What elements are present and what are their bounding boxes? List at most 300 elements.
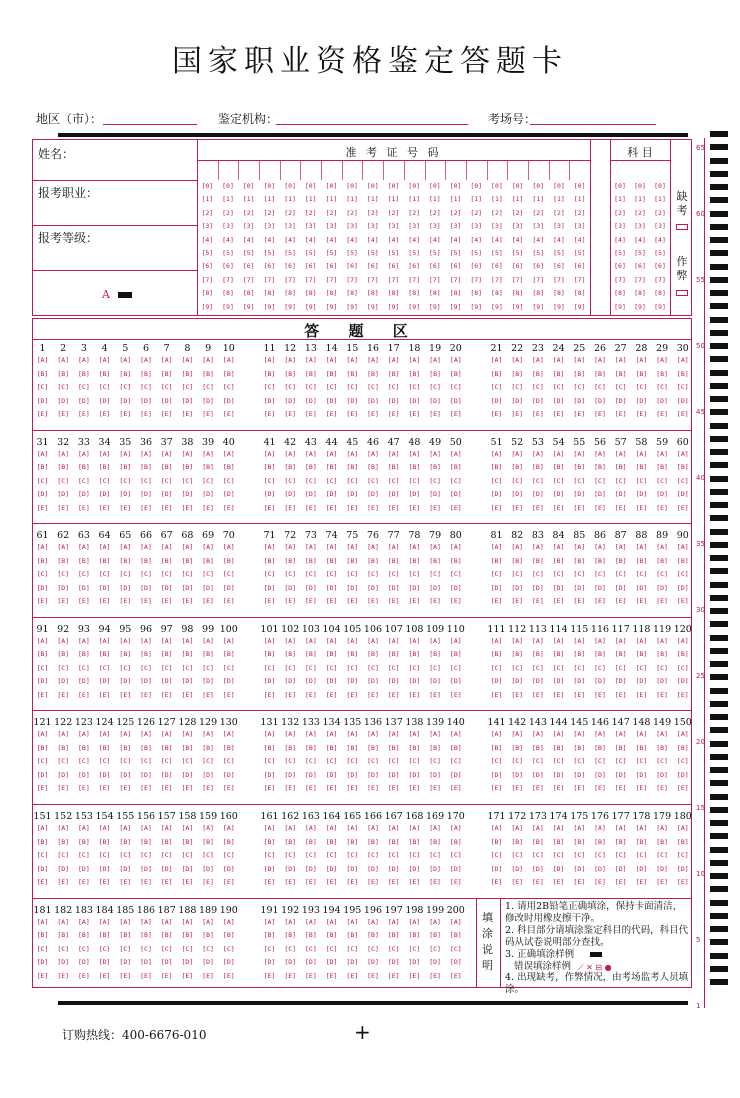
- answer-option-bubble[interactable]: [B]: [408, 931, 421, 940]
- answer-option-bubble[interactable]: [A]: [387, 824, 400, 832]
- answer-option-bubble[interactable]: [D]: [635, 396, 648, 405]
- answer-option-bubble[interactable]: [E]: [367, 784, 379, 793]
- answer-option-bubble[interactable]: [D]: [222, 677, 235, 686]
- answer-option-bubble[interactable]: [B]: [408, 837, 421, 846]
- answer-option-bubble[interactable]: [A]: [408, 636, 421, 645]
- answer-option-bubble[interactable]: [E]: [36, 971, 49, 980]
- answer-option-bubble[interactable]: [B]: [387, 650, 400, 659]
- answer-option-bubble[interactable]: [A]: [57, 730, 70, 739]
- answer-option-bubble[interactable]: [B]: [367, 369, 379, 378]
- answer-option-bubble[interactable]: [C]: [202, 570, 214, 579]
- answer-option-bubble[interactable]: [A]: [449, 917, 462, 926]
- answer-option-bubble[interactable]: [A]: [119, 356, 132, 364]
- answer-option-bubble[interactable]: [A]: [181, 449, 194, 458]
- answer-option-bubble[interactable]: [A]: [98, 730, 111, 739]
- answer-option-bubble[interactable]: [C]: [532, 851, 544, 859]
- answer-option-bubble[interactable]: [A]: [57, 917, 70, 926]
- answer-option-bubble[interactable]: [C]: [78, 944, 90, 953]
- answer-option-bubble[interactable]: [A]: [511, 730, 524, 739]
- answer-option-bubble[interactable]: [B]: [98, 837, 111, 846]
- answer-option-bubble[interactable]: [E]: [202, 597, 214, 606]
- answer-option-bubble[interactable]: [A]: [57, 449, 70, 458]
- answer-option-bubble[interactable]: [A]: [284, 824, 297, 832]
- answer-option-bubble[interactable]: [D]: [160, 583, 173, 592]
- answer-option-bubble[interactable]: [C]: [408, 944, 421, 953]
- answer-option-bubble[interactable]: [E]: [552, 410, 565, 418]
- answer-option-bubble[interactable]: [B]: [57, 650, 70, 659]
- answer-option-bubble[interactable]: [A]: [202, 543, 214, 552]
- answer-option-bubble[interactable]: [C]: [160, 476, 173, 485]
- answer-option-bubble[interactable]: [D]: [181, 583, 194, 592]
- answer-option-bubble[interactable]: [B]: [140, 556, 152, 565]
- answer-option-bubble[interactable]: [B]: [325, 556, 338, 565]
- answer-option-bubble[interactable]: [C]: [160, 757, 173, 766]
- answer-option-bubble[interactable]: [C]: [325, 757, 338, 766]
- answer-option-bubble[interactable]: [A]: [367, 824, 379, 832]
- answer-option-bubble[interactable]: [D]: [140, 490, 152, 499]
- answer-option-bubble[interactable]: [D]: [222, 958, 235, 967]
- answer-option-bubble[interactable]: [A]: [284, 730, 297, 739]
- answer-option-bubble[interactable]: [B]: [119, 931, 132, 940]
- answer-option-bubble[interactable]: [A]: [676, 730, 689, 739]
- answer-option-bubble[interactable]: [A]: [429, 543, 441, 552]
- answer-option-bubble[interactable]: [A]: [532, 356, 544, 364]
- answer-option-bubble[interactable]: [E]: [222, 971, 235, 980]
- subject-digit-column[interactable]: [0] [1] [2] [3] [4] [5] [6] [7] [8] [9]: [634, 182, 646, 311]
- answer-option-bubble[interactable]: [E]: [305, 597, 317, 606]
- answer-option-bubble[interactable]: [E]: [676, 878, 689, 886]
- answer-option-bubble[interactable]: [C]: [140, 383, 152, 391]
- answer-option-bubble[interactable]: [C]: [449, 851, 462, 859]
- answer-option-bubble[interactable]: [D]: [594, 490, 606, 499]
- answer-option-bubble[interactable]: [D]: [429, 958, 441, 967]
- answer-option-bubble[interactable]: [C]: [202, 944, 214, 953]
- answer-option-bubble[interactable]: [D]: [325, 958, 338, 967]
- answer-option-bubble[interactable]: [A]: [656, 730, 668, 739]
- answer-option-bubble[interactable]: [B]: [676, 650, 689, 659]
- answer-option-bubble[interactable]: [B]: [78, 463, 90, 472]
- admission-digit-column[interactable]: [0] [1] [2] [3] [4] [5] [6] [7] [8] [9]: [553, 182, 565, 311]
- answer-option-bubble[interactable]: [A]: [78, 636, 90, 645]
- answer-option-bubble[interactable]: [D]: [263, 396, 276, 405]
- answer-option-bubble[interactable]: [B]: [676, 369, 689, 378]
- answer-option-bubble[interactable]: [A]: [594, 356, 606, 364]
- answer-option-bubble[interactable]: [D]: [346, 396, 359, 405]
- answer-option-bubble[interactable]: [A]: [202, 449, 214, 458]
- answer-option-bubble[interactable]: [A]: [140, 917, 152, 926]
- answer-option-bubble[interactable]: [A]: [656, 824, 668, 832]
- answer-option-bubble[interactable]: [B]: [532, 837, 544, 846]
- answer-option-bubble[interactable]: [D]: [98, 677, 111, 686]
- answer-option-bubble[interactable]: [B]: [429, 743, 441, 752]
- answer-option-bubble[interactable]: [E]: [614, 597, 627, 606]
- answer-option-bubble[interactable]: [E]: [676, 690, 689, 699]
- answer-option-bubble[interactable]: [E]: [511, 503, 524, 512]
- answer-option-bubble[interactable]: [C]: [284, 476, 297, 485]
- answer-option-bubble[interactable]: [E]: [222, 878, 235, 886]
- answer-option-bubble[interactable]: [C]: [78, 757, 90, 766]
- answer-option-bubble[interactable]: [D]: [263, 864, 276, 873]
- answer-option-bubble[interactable]: [D]: [78, 770, 90, 779]
- answer-option-bubble[interactable]: [A]: [284, 917, 297, 926]
- answer-option-bubble[interactable]: [B]: [119, 463, 132, 472]
- answer-option-bubble[interactable]: [D]: [98, 770, 111, 779]
- answer-option-bubble[interactable]: [E]: [676, 784, 689, 793]
- admission-digit-column[interactable]: [0] [1] [2] [3] [4] [5] [6] [7] [8] [9]: [532, 182, 545, 311]
- answer-option-bubble[interactable]: [B]: [387, 931, 400, 940]
- answer-option-bubble[interactable]: [B]: [511, 650, 524, 659]
- answer-option-bubble[interactable]: [A]: [305, 636, 317, 645]
- answer-option-bubble[interactable]: [A]: [119, 824, 132, 832]
- answer-option-bubble[interactable]: [A]: [429, 917, 441, 926]
- answer-option-bubble[interactable]: [C]: [202, 851, 214, 859]
- answer-option-bubble[interactable]: [B]: [552, 556, 565, 565]
- answer-option-bubble[interactable]: [B]: [635, 650, 648, 659]
- answer-option-bubble[interactable]: [B]: [573, 463, 586, 472]
- answer-option-bubble[interactable]: [E]: [222, 503, 235, 512]
- answer-option-bubble[interactable]: [B]: [119, 369, 132, 378]
- answer-option-bubble[interactable]: [C]: [346, 570, 359, 579]
- answer-option-bubble[interactable]: [B]: [367, 743, 379, 752]
- answer-option-bubble[interactable]: [A]: [346, 543, 359, 552]
- answer-option-bubble[interactable]: [E]: [408, 503, 421, 512]
- answer-option-bubble[interactable]: [C]: [656, 383, 668, 391]
- answer-option-bubble[interactable]: [E]: [202, 878, 214, 886]
- admission-digit-column[interactable]: [0] [1] [2] [3] [4] [5] [6] [7] [8] [9]: [511, 182, 524, 311]
- answer-option-bubble[interactable]: [B]: [387, 837, 400, 846]
- answer-option-bubble[interactable]: [C]: [57, 383, 70, 391]
- answer-option-bubble[interactable]: [B]: [367, 837, 379, 846]
- answer-option-bubble[interactable]: [D]: [222, 864, 235, 873]
- answer-option-bubble[interactable]: [A]: [119, 636, 132, 645]
- answer-option-bubble[interactable]: [A]: [57, 824, 70, 832]
- answer-option-bubble[interactable]: [D]: [552, 770, 565, 779]
- answer-option-bubble[interactable]: [E]: [614, 878, 627, 886]
- answer-option-bubble[interactable]: [A]: [263, 356, 276, 364]
- answer-option-bubble[interactable]: [C]: [119, 383, 132, 391]
- answer-option-bubble[interactable]: [E]: [160, 878, 173, 886]
- answer-option-bubble[interactable]: [B]: [222, 931, 235, 940]
- answer-option-bubble[interactable]: [C]: [346, 383, 359, 391]
- answer-option-bubble[interactable]: [E]: [532, 410, 544, 418]
- answer-option-bubble[interactable]: [A]: [78, 824, 90, 832]
- answer-option-bubble[interactable]: [E]: [36, 410, 49, 418]
- answer-option-bubble[interactable]: [E]: [325, 971, 338, 980]
- answer-option-bubble[interactable]: [A]: [57, 543, 70, 552]
- answer-option-bubble[interactable]: [C]: [119, 944, 132, 953]
- answer-option-bubble[interactable]: [D]: [202, 770, 214, 779]
- answer-option-bubble[interactable]: [C]: [78, 383, 90, 391]
- answer-option-bubble[interactable]: [E]: [284, 878, 297, 886]
- answer-option-bubble[interactable]: [C]: [429, 757, 441, 766]
- answer-option-bubble[interactable]: [D]: [449, 677, 462, 686]
- answer-option-bubble[interactable]: [A]: [325, 917, 338, 926]
- answer-option-bubble[interactable]: [B]: [387, 556, 400, 565]
- answer-option-bubble[interactable]: [B]: [263, 556, 276, 565]
- answer-option-bubble[interactable]: [A]: [222, 543, 235, 552]
- answer-option-bubble[interactable]: [A]: [490, 824, 503, 832]
- answer-option-bubble[interactable]: [D]: [552, 583, 565, 592]
- answer-option-bubble[interactable]: [C]: [98, 570, 111, 579]
- answer-option-bubble[interactable]: [C]: [490, 851, 503, 859]
- answer-option-bubble[interactable]: [B]: [408, 463, 421, 472]
- answer-option-bubble[interactable]: [B]: [325, 931, 338, 940]
- answer-option-bubble[interactable]: [A]: [305, 917, 317, 926]
- answer-option-bubble[interactable]: [C]: [594, 476, 606, 485]
- answer-option-bubble[interactable]: [D]: [284, 490, 297, 499]
- answer-option-bubble[interactable]: [A]: [305, 824, 317, 832]
- answer-option-bubble[interactable]: [A]: [511, 636, 524, 645]
- answer-option-bubble[interactable]: [D]: [78, 583, 90, 592]
- answer-option-bubble[interactable]: [E]: [594, 784, 606, 793]
- answer-option-bubble[interactable]: [C]: [614, 757, 627, 766]
- answer-option-bubble[interactable]: [E]: [511, 410, 524, 418]
- answer-option-bubble[interactable]: [B]: [594, 556, 606, 565]
- answer-option-bubble[interactable]: [C]: [532, 476, 544, 485]
- answer-option-bubble[interactable]: [D]: [532, 770, 544, 779]
- answer-option-bubble[interactable]: [A]: [449, 824, 462, 832]
- answer-option-bubble[interactable]: [E]: [367, 597, 379, 606]
- answer-option-bubble[interactable]: [E]: [408, 878, 421, 886]
- answer-option-bubble[interactable]: [B]: [511, 369, 524, 378]
- answer-option-bubble[interactable]: [E]: [263, 410, 276, 418]
- answer-option-bubble[interactable]: [C]: [532, 570, 544, 579]
- answer-option-bubble[interactable]: [C]: [263, 570, 276, 579]
- answer-option-bubble[interactable]: [D]: [449, 770, 462, 779]
- answer-option-bubble[interactable]: [D]: [429, 677, 441, 686]
- answer-option-bubble[interactable]: [B]: [573, 369, 586, 378]
- answer-option-bubble[interactable]: [A]: [656, 543, 668, 552]
- answer-option-bubble[interactable]: [C]: [594, 570, 606, 579]
- answer-option-bubble[interactable]: [C]: [573, 476, 586, 485]
- answer-option-bubble[interactable]: [C]: [387, 757, 400, 766]
- answer-option-bubble[interactable]: [C]: [408, 383, 421, 391]
- answer-option-bubble[interactable]: [D]: [573, 583, 586, 592]
- answer-option-bubble[interactable]: [C]: [511, 476, 524, 485]
- answer-option-bubble[interactable]: [B]: [222, 463, 235, 472]
- answer-option-bubble[interactable]: [A]: [532, 824, 544, 832]
- answer-option-bubble[interactable]: [B]: [202, 837, 214, 846]
- admission-digit-column[interactable]: [0] [1] [2] [3] [4] [5] [6] [7] [8] [9]: [491, 182, 503, 311]
- answer-option-bubble[interactable]: [E]: [160, 503, 173, 512]
- answer-option-bubble[interactable]: [B]: [449, 743, 462, 752]
- answer-option-bubble[interactable]: [D]: [202, 583, 214, 592]
- answer-option-bubble[interactable]: [E]: [140, 410, 152, 418]
- answer-option-bubble[interactable]: [D]: [78, 490, 90, 499]
- answer-option-bubble[interactable]: [B]: [78, 650, 90, 659]
- answer-option-bubble[interactable]: [D]: [429, 864, 441, 873]
- answer-option-bubble[interactable]: [C]: [305, 944, 317, 953]
- answer-option-bubble[interactable]: [C]: [305, 476, 317, 485]
- answer-option-bubble[interactable]: [B]: [490, 837, 503, 846]
- answer-option-bubble[interactable]: [B]: [119, 743, 132, 752]
- answer-option-bubble[interactable]: [C]: [594, 757, 606, 766]
- answer-option-bubble[interactable]: [E]: [367, 410, 379, 418]
- answer-option-bubble[interactable]: [B]: [36, 556, 49, 565]
- answer-option-bubble[interactable]: [D]: [263, 490, 276, 499]
- answer-option-bubble[interactable]: [C]: [325, 476, 338, 485]
- answer-option-bubble[interactable]: [D]: [656, 396, 668, 405]
- answer-option-bubble[interactable]: [D]: [387, 770, 400, 779]
- answer-option-bubble[interactable]: [C]: [78, 570, 90, 579]
- answer-option-bubble[interactable]: [E]: [408, 690, 421, 699]
- answer-option-bubble[interactable]: [D]: [532, 864, 544, 873]
- answer-option-bubble[interactable]: [B]: [449, 463, 462, 472]
- answer-option-bubble[interactable]: [D]: [387, 958, 400, 967]
- answer-option-bubble[interactable]: [C]: [140, 570, 152, 579]
- answer-option-bubble[interactable]: [D]: [346, 770, 359, 779]
- answer-option-bubble[interactable]: [C]: [635, 383, 648, 391]
- answer-option-bubble[interactable]: [C]: [36, 944, 49, 953]
- answer-option-bubble[interactable]: [B]: [429, 463, 441, 472]
- answer-option-bubble[interactable]: [A]: [140, 730, 152, 739]
- answer-option-bubble[interactable]: [B]: [202, 650, 214, 659]
- answer-option-bubble[interactable]: [D]: [57, 677, 70, 686]
- admission-digit-column[interactable]: [0] [1] [2] [3] [4] [5] [6] [7] [8] [9]: [222, 182, 234, 311]
- answer-option-bubble[interactable]: [D]: [222, 770, 235, 779]
- answer-option-bubble[interactable]: [C]: [284, 383, 297, 391]
- answer-option-bubble[interactable]: [E]: [449, 971, 462, 980]
- answer-option-bubble[interactable]: [D]: [408, 677, 421, 686]
- answer-option-bubble[interactable]: [D]: [57, 958, 70, 967]
- answer-option-bubble[interactable]: [C]: [614, 851, 627, 859]
- answer-option-bubble[interactable]: [A]: [614, 356, 627, 364]
- answer-option-bubble[interactable]: [E]: [490, 410, 503, 418]
- answer-option-bubble[interactable]: [D]: [346, 490, 359, 499]
- answer-option-bubble[interactable]: [E]: [57, 597, 70, 606]
- answer-option-bubble[interactable]: [A]: [181, 730, 194, 739]
- answer-option-bubble[interactable]: [B]: [57, 931, 70, 940]
- admission-digit-column[interactable]: [0] [1] [2] [3] [4] [5] [6] [7] [8] [9]: [304, 182, 317, 311]
- answer-option-bubble[interactable]: [E]: [284, 503, 297, 512]
- answer-option-bubble[interactable]: [D]: [202, 490, 214, 499]
- answer-option-bubble[interactable]: [A]: [614, 449, 627, 458]
- answer-option-bubble[interactable]: [C]: [532, 757, 544, 766]
- answer-option-bubble[interactable]: [B]: [573, 556, 586, 565]
- answer-option-bubble[interactable]: [C]: [429, 944, 441, 953]
- answer-option-bubble[interactable]: [A]: [573, 356, 586, 364]
- answer-option-bubble[interactable]: [D]: [614, 864, 627, 873]
- answer-option-bubble[interactable]: [C]: [552, 476, 565, 485]
- answer-option-bubble[interactable]: [D]: [614, 677, 627, 686]
- answer-option-bubble[interactable]: [A]: [367, 356, 379, 364]
- answer-option-bubble[interactable]: [D]: [325, 583, 338, 592]
- answer-option-bubble[interactable]: [E]: [325, 503, 338, 512]
- answer-option-bubble[interactable]: [A]: [202, 824, 214, 832]
- answer-option-bubble[interactable]: [D]: [78, 677, 90, 686]
- answer-option-bubble[interactable]: [A]: [408, 356, 421, 364]
- answer-option-bubble[interactable]: [D]: [98, 864, 111, 873]
- answer-option-bubble[interactable]: [D]: [98, 396, 111, 405]
- answer-option-bubble[interactable]: [E]: [552, 690, 565, 699]
- answer-option-bubble[interactable]: [A]: [284, 636, 297, 645]
- answer-option-bubble[interactable]: [B]: [284, 369, 297, 378]
- answer-option-bubble[interactable]: [E]: [367, 690, 379, 699]
- answer-option-bubble[interactable]: [C]: [181, 663, 194, 672]
- answer-option-bubble[interactable]: [E]: [36, 503, 49, 512]
- answer-option-bubble[interactable]: [B]: [202, 743, 214, 752]
- answer-option-bubble[interactable]: [A]: [635, 636, 648, 645]
- answer-option-bubble[interactable]: [D]: [490, 677, 503, 686]
- answer-option-bubble[interactable]: [B]: [57, 837, 70, 846]
- answer-option-bubble[interactable]: [A]: [305, 730, 317, 739]
- answer-option-bubble[interactable]: [C]: [573, 383, 586, 391]
- admission-digit-column[interactable]: [0] [1] [2] [3] [4] [5] [6] [7] [8] [9]: [470, 182, 483, 311]
- answer-option-bubble[interactable]: [E]: [552, 784, 565, 793]
- answer-option-bubble[interactable]: [C]: [36, 570, 49, 579]
- answer-option-bubble[interactable]: [C]: [140, 476, 152, 485]
- answer-option-bubble[interactable]: [A]: [119, 917, 132, 926]
- answer-option-bubble[interactable]: [D]: [552, 490, 565, 499]
- answer-option-bubble[interactable]: [B]: [57, 369, 70, 378]
- answer-option-bubble[interactable]: [B]: [140, 837, 152, 846]
- answer-option-bubble[interactable]: [E]: [656, 597, 668, 606]
- answer-option-bubble[interactable]: [D]: [676, 677, 689, 686]
- answer-option-bubble[interactable]: [D]: [305, 583, 317, 592]
- answer-option-bubble[interactable]: [A]: [284, 356, 297, 364]
- answer-option-bubble[interactable]: [B]: [594, 837, 606, 846]
- answer-option-bubble[interactable]: [E]: [511, 690, 524, 699]
- answer-option-bubble[interactable]: [A]: [367, 917, 379, 926]
- answer-option-bubble[interactable]: [D]: [676, 490, 689, 499]
- answer-option-bubble[interactable]: [A]: [325, 543, 338, 552]
- answer-option-bubble[interactable]: [C]: [594, 383, 606, 391]
- answer-option-bubble[interactable]: [A]: [573, 449, 586, 458]
- answer-option-bubble[interactable]: [C]: [57, 944, 70, 953]
- answer-option-bubble[interactable]: [C]: [160, 663, 173, 672]
- answer-option-bubble[interactable]: [E]: [305, 878, 317, 886]
- answer-option-bubble[interactable]: [C]: [635, 757, 648, 766]
- answer-option-bubble[interactable]: [D]: [367, 583, 379, 592]
- answer-option-bubble[interactable]: [B]: [57, 463, 70, 472]
- answer-option-bubble[interactable]: [E]: [387, 784, 400, 793]
- answer-option-bubble[interactable]: [D]: [511, 583, 524, 592]
- answer-option-bubble[interactable]: [B]: [36, 837, 49, 846]
- answer-option-bubble[interactable]: [D]: [367, 677, 379, 686]
- answer-option-bubble[interactable]: [A]: [676, 824, 689, 832]
- answer-option-bubble[interactable]: [D]: [181, 677, 194, 686]
- answer-option-bubble[interactable]: [B]: [222, 556, 235, 565]
- answer-option-bubble[interactable]: [A]: [429, 449, 441, 458]
- answer-option-bubble[interactable]: [E]: [594, 597, 606, 606]
- answer-option-bubble[interactable]: [E]: [160, 690, 173, 699]
- answer-option-bubble[interactable]: [A]: [387, 917, 400, 926]
- answer-option-bubble[interactable]: [E]: [387, 597, 400, 606]
- answer-option-bubble[interactable]: [D]: [284, 864, 297, 873]
- answer-option-bubble[interactable]: [C]: [119, 851, 132, 859]
- answer-option-bubble[interactable]: [C]: [367, 944, 379, 953]
- answer-option-bubble[interactable]: [E]: [490, 878, 503, 886]
- answer-option-bubble[interactable]: [A]: [346, 636, 359, 645]
- answer-option-bubble[interactable]: [A]: [449, 449, 462, 458]
- answer-option-bubble[interactable]: [C]: [614, 663, 627, 672]
- answer-option-bubble[interactable]: [E]: [119, 971, 132, 980]
- admission-digit-column[interactable]: [0] [1] [2] [3] [4] [5] [6] [7] [8] [9]: [242, 182, 255, 311]
- answer-option-bubble[interactable]: [D]: [676, 583, 689, 592]
- answer-option-bubble[interactable]: [C]: [676, 476, 689, 485]
- answer-option-bubble[interactable]: [C]: [119, 570, 132, 579]
- answer-option-bubble[interactable]: [A]: [263, 824, 276, 832]
- answer-option-bubble[interactable]: [D]: [511, 490, 524, 499]
- answer-option-bubble[interactable]: [B]: [98, 743, 111, 752]
- answer-option-bubble[interactable]: [E]: [263, 503, 276, 512]
- answer-option-bubble[interactable]: [B]: [78, 837, 90, 846]
- answer-option-bubble[interactable]: [E]: [263, 597, 276, 606]
- answer-option-bubble[interactable]: [C]: [449, 570, 462, 579]
- answer-option-bubble[interactable]: [A]: [36, 356, 49, 364]
- answer-option-bubble[interactable]: [B]: [614, 837, 627, 846]
- answer-option-bubble[interactable]: [B]: [346, 369, 359, 378]
